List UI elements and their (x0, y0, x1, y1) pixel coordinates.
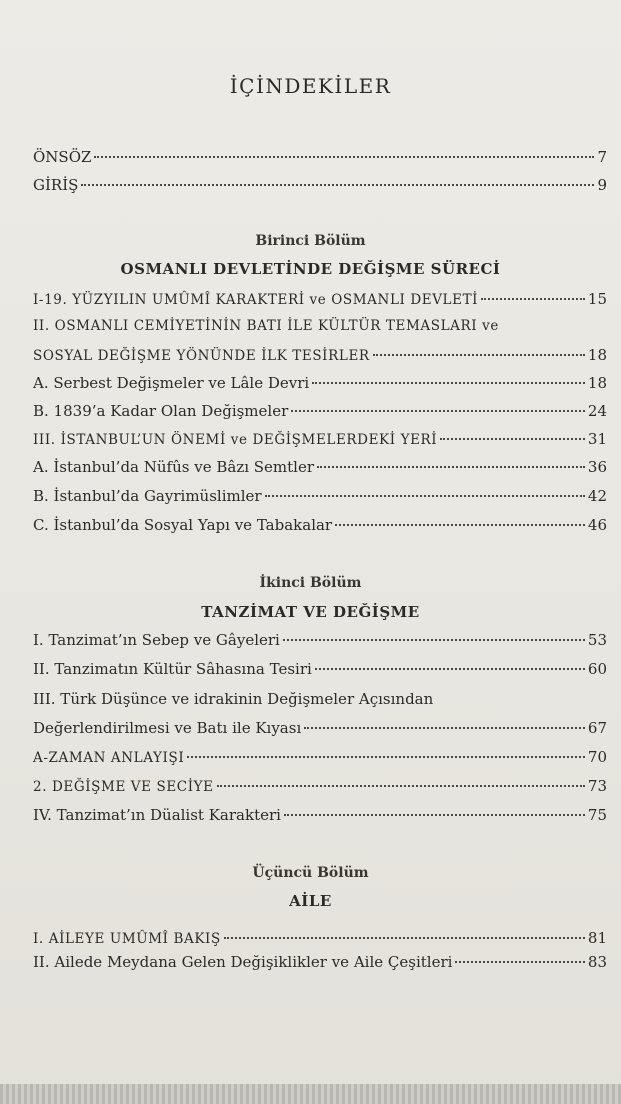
toc-page-number: 73 (587, 777, 607, 795)
toc-entry-label: III. İSTANBUL’UN ÖNEMİ ve DEĞİŞMELERDEKİ YERİ (33, 432, 438, 448)
toc-entry (33, 487, 607, 505)
toc-entry-label: 2. DEĞİŞME VE SECİYE (33, 779, 214, 795)
dot-leader (440, 437, 585, 440)
toc-entry (33, 516, 607, 534)
toc-entry (33, 929, 607, 947)
dot-leader (317, 465, 585, 468)
dot-leader (455, 960, 584, 963)
background-fabric (0, 1084, 621, 1104)
toc-entry-giris (33, 176, 607, 194)
toc-entry-label: C. İstanbul’da Sosyal Yapı ve Tabakalar (33, 516, 333, 534)
toc-entry-label: II. Ailede Meydana Gelen Değişiklikler ve Aile Çeşitleri (33, 953, 453, 971)
part-title: AİLE (289, 892, 332, 910)
toc-entry (33, 290, 607, 308)
toc-entry (33, 953, 607, 971)
toc-entry-label: Değerlendirilmesi ve Batı ile Kıyası (33, 719, 302, 737)
toc-page-number: 31 (587, 430, 607, 448)
toc-entry (33, 719, 607, 737)
toc-entry-label: ÖNSÖZ (33, 148, 92, 166)
dot-leader (304, 726, 585, 729)
part-title: OSMANLI DEVLETİNDE DEĞİŞME SÜRECİ (120, 260, 501, 278)
dot-leader (81, 183, 594, 186)
toc-entry-label: IV. Tanzimat’ın Düalist Karakteri (33, 806, 281, 824)
toc-entry (33, 631, 607, 649)
toc-entry (33, 748, 607, 766)
part-heading: Birinci Bölüm (255, 233, 366, 249)
part-heading: Üçüncü Bölüm (252, 865, 369, 881)
toc-page-number: 7 (597, 148, 607, 166)
toc-entry-label: I. AİLEYE UMÛMÎ BAKIŞ (33, 931, 221, 947)
page-title: İÇİNDEKİLER (229, 74, 392, 98)
dot-leader (312, 381, 585, 384)
dot-leader (481, 297, 585, 300)
toc-page-number: 83 (587, 953, 607, 971)
toc-entry (33, 346, 607, 364)
toc-entry (33, 660, 607, 678)
dot-leader (315, 667, 585, 670)
toc-entry-onsoz (33, 148, 607, 166)
toc-entry (33, 374, 607, 392)
dot-leader (291, 409, 585, 412)
dot-leader (224, 936, 585, 939)
toc-page-number: 46 (587, 516, 607, 534)
part-title: TANZİMAT VE DEĞİŞME (201, 603, 420, 621)
toc-entry (33, 430, 607, 448)
toc-entry-label: B. 1839’a Kadar Olan Değişmeler (33, 402, 289, 420)
dot-leader (284, 813, 585, 816)
part-heading: İkinci Bölüm (259, 575, 362, 591)
toc-page-number: 70 (587, 748, 607, 766)
toc-page-number: 53 (587, 631, 607, 649)
toc-entry-label: B. İstanbul’da Gayrimüslimler (33, 487, 262, 505)
toc-entry-label: II. Tanzimatın Kültür Sâhasına Tesiri (33, 660, 312, 678)
toc-page-number: 36 (587, 458, 607, 476)
toc-page-number: 24 (587, 402, 607, 420)
toc-entry-label: A-ZAMAN ANLAYIŞI (33, 750, 185, 766)
toc-entry-label: I. Tanzimat’ın Sebep ve Gâyeleri (33, 631, 280, 649)
toc-page-number: 60 (587, 660, 607, 678)
dot-leader (217, 784, 585, 787)
toc-page-number: 9 (597, 176, 607, 194)
dot-leader (94, 155, 594, 158)
toc-entry (33, 458, 607, 476)
toc-entry-label: SOSYAL DEĞİŞME YÖNÜNDE İLK TESİRLER (33, 348, 370, 364)
dot-leader (265, 494, 585, 497)
toc-entry-label: GİRİŞ (33, 176, 79, 194)
dot-leader (335, 523, 585, 526)
toc-entry-label: A. Serbest Değişmeler ve Lâle Devri (33, 374, 310, 392)
toc-entry-label: A. İstanbul’da Nüfûs ve Bâzı Semtler (33, 458, 315, 476)
dot-leader (373, 353, 585, 356)
toc-page-number: 42 (587, 487, 607, 505)
toc-entry (33, 402, 607, 420)
toc-page-number: 75 (587, 806, 607, 824)
toc-entry-label-line1: III. Türk Düşünce ve idrakinin Değişmeler Açısından (33, 690, 434, 708)
toc-page-number: 18 (587, 346, 607, 364)
toc-entry-label-line1: II. OSMANLI CEMİYETİNİN BATI İLE KÜLTÜR TEMASLARI ve (33, 318, 499, 334)
toc-entry (33, 777, 607, 795)
dot-leader (187, 755, 585, 758)
toc-entry (33, 806, 607, 824)
toc-page-number: 67 (587, 719, 607, 737)
toc-page-number: 15 (587, 290, 607, 308)
toc-page-number: 18 (587, 374, 607, 392)
toc-entry-label: I-19. YÜZYILIN UMÛMÎ KARAKTERİ ve OSMANLI DEVLETİ (33, 292, 479, 308)
dot-leader (283, 638, 585, 641)
toc-page-number: 81 (587, 929, 607, 947)
